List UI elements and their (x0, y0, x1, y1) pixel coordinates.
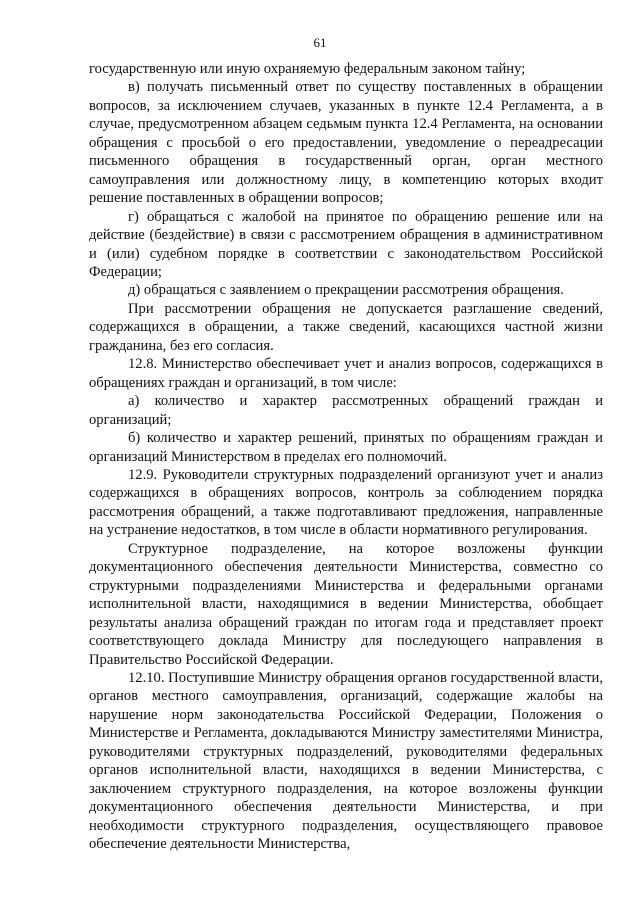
body-text (89, 60, 603, 853)
paragraph-item-a: а) количество и характер рассмотренных обращений граждан и организаций; (89, 393, 603, 428)
paragraph-item-b: б) количество и характер решений, принятых по обращениям граждан и организаций Министерством в пределах его полномочий. (89, 430, 603, 465)
paragraph-item-d: д) обращаться с заявлением о прекращении рассмотрения обращения. (128, 282, 564, 299)
paragraph-12-9: 12.9. Руководители структурных подразделений организуют учет и анализ содержащихся в обращениях вопросов, контроль за соблюдением порядка рассмотрения обращений, а также подготавливают предложения, направленные на устранение недостатков, в том числе в области нормативного регулирования. (89, 466, 603, 539)
paragraph-confidentiality: При рассмотрении обращения не допускается разглашение сведений, содержащихся в обращении, а также сведений, касающихся частной жизни гражданина, без его согласия. (89, 300, 603, 354)
paragraph-continuation: государственную или иную охраняемую федеральным законом тайну; (89, 61, 526, 77)
paragraph-item-g: г) обращаться с жалобой на принятое по обращению решение или на действие (бездействие) в связи с рассмотрением обращения в административном и (или) судебном порядке в соответствии с законодательством Российской Федерации; (89, 208, 603, 280)
paragraph-structural-unit: Структурное подразделение, на которое возложены функции документационного обеспечения деятельности Министерства, совместно со структурными подразделениями Министерства и федеральными органами исполнительной власти, находящимися в ведении Министерства, обобщает результаты анализа обращений граждан по итогам года и представляет проект соответствующего доклада Министру для последующего направления в Правительство Российской Федерации. (89, 540, 603, 668)
paragraph-12-10: 12.10. Поступившие Министру обращения органов государственной власти, органов местного самоуправления, организаций, содержащие жалобы на нарушение норм законодательства Российской Федерации, Положения о Министерстве и Регламента, докладываются Министру заместителями Министра, руководителями структурных подразделений, руководителями федеральных органов исполнительной власти, находящихся в ведении Министерства, с заключением структурного подразделения, на которое возложены функции документационного обеспечения деятельности Министерства, и при необходимости структурного подразделения, осуществляющего правовое обеспечение деятельности Министерства, (89, 669, 603, 853)
paragraph-12-8: 12.8. Министерство обеспечивает учет и анализ вопросов, содержащихся в обращениях граждан и организаций, в том числе: (89, 356, 603, 391)
page-number: 61 (313, 35, 327, 50)
paragraph-item-v: в) получать письменный ответ по существу поставленных в обращении вопросов, за исключением случаев, указанных в пункте 12.4 Регламента, а в случае, предусмотренном абзацем седьмым пункта 12.4 Регламента, на основании обращения с просьбой о его предоставлении, уведомление о переадресации письменного обращения в государственный орган, орган местного самоуправления или должностному лицу, в компетенцию которых входит решение поставленных в обращении вопросов; (89, 79, 603, 207)
